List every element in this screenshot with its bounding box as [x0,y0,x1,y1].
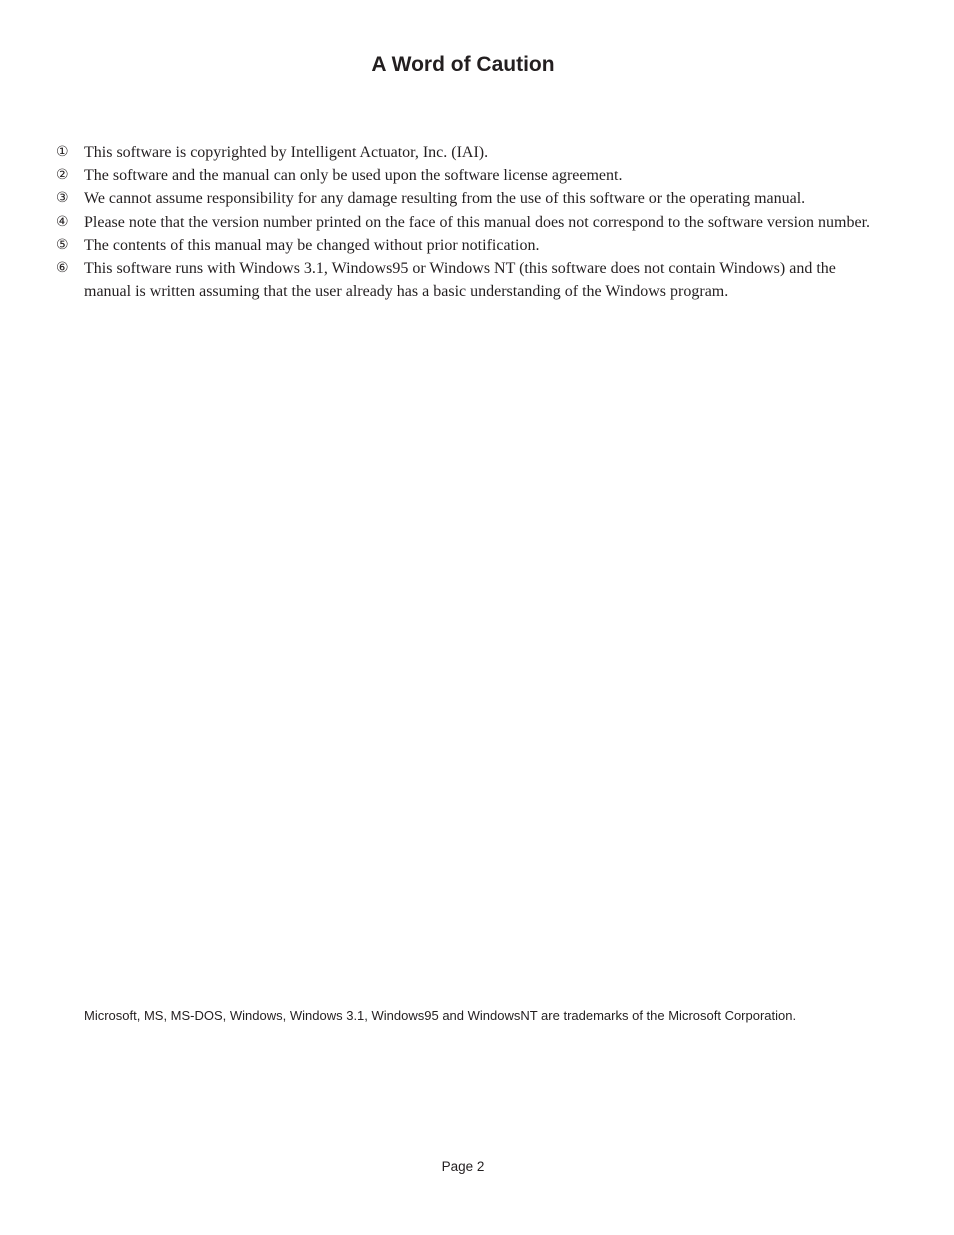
caution-text: We cannot assume responsibility for any damage resulting from the use of this software or the operating manual. [84,190,806,208]
item-number-marker: ⑥ [56,260,69,277]
item-number-marker: ② [56,167,69,184]
caution-item-3 [56,187,886,210]
item-number-marker: ③ [56,190,69,207]
item-number-marker: ① [56,144,69,160]
caution-item-2 [56,164,886,187]
caution-text: The software and the manual can only be used upon the software license agreement. [84,167,623,185]
caution-item-5 [56,234,886,257]
page-number: Page 2 [441,1159,485,1174]
trademark-notice: Microsoft, MS, MS-DOS, Windows, Windows 3.1, Windows95 and WindowsNT are trademarks of the Microsoft Corporation. [84,1008,797,1023]
item-number-marker: ⑤ [56,236,69,253]
page-title: A Word of Caution [371,53,555,76]
item-number-marker: ④ [56,213,69,230]
caution-text: This software runs with Windows 3.1, Windows95 or Windows NT (this software does not contain Windows) and the manual is written assuming that the user already has a basic understanding of the Windows program. [84,260,836,301]
caution-list [56,141,886,303]
caution-text: Please note that the version number printed on the face of this manual does not correspond to the software version number. [84,213,871,231]
caution-text: This software is copyrighted by Intelligent Actuator, Inc. (IAI). [84,144,489,161]
caution-item-4 [56,211,886,234]
caution-text: The contents of this manual may be changed without prior notification. [84,236,540,254]
caution-item-1 [56,141,886,164]
caution-item-6 [56,257,886,303]
